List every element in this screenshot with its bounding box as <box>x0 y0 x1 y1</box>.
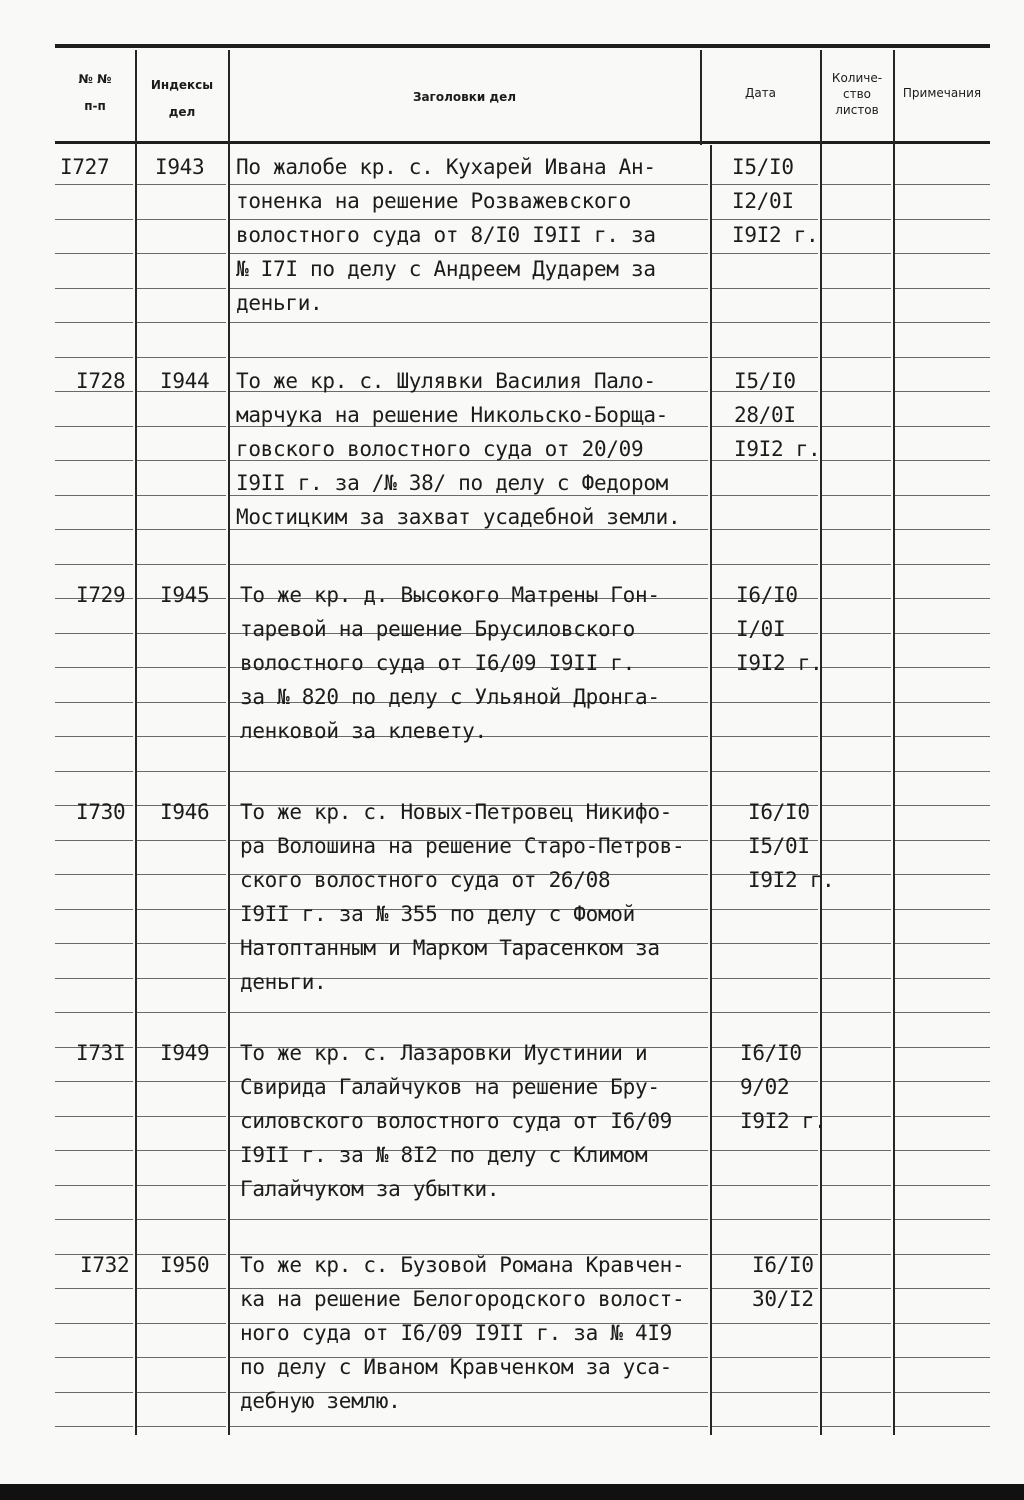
ruled-line <box>137 184 226 185</box>
title-line: силовского волостного суда от I6/09 <box>240 1109 673 1133</box>
record-title <box>240 795 684 999</box>
date-line: I6/I0 <box>748 800 810 824</box>
ruled-line <box>55 1185 133 1186</box>
title-line: дебную землю. <box>240 1389 401 1413</box>
header-count-line1: Количе- <box>831 71 883 85</box>
ruled-line <box>822 1081 891 1082</box>
record-title <box>236 150 656 320</box>
ruled-line <box>895 943 990 944</box>
ruled-line <box>895 460 990 461</box>
record-title <box>236 364 680 534</box>
date-line: I9I2 г. <box>732 223 819 247</box>
ruled-line <box>895 667 990 668</box>
ruled-line <box>895 1081 990 1082</box>
ruled-line <box>55 219 133 220</box>
header-sheet-count <box>821 70 893 118</box>
ruled-line <box>55 667 133 668</box>
title-line: То же кр. с. Бузовой Романа Кравчен- <box>240 1253 685 1277</box>
ruled-line <box>55 495 133 496</box>
ruled-line <box>822 288 891 289</box>
ruled-line <box>822 598 891 599</box>
title-line: ка на решение Белогородского волост- <box>240 1287 685 1311</box>
ruled-line <box>822 1392 891 1393</box>
header-titles <box>229 90 700 105</box>
record-number: I730 <box>76 800 126 824</box>
ruled-line <box>895 1426 990 1427</box>
ruled-line <box>712 1357 818 1358</box>
ruled-line <box>822 529 891 530</box>
ruled-line <box>55 184 133 185</box>
ruled-line <box>137 667 226 668</box>
title-line: Свирида Галайчуков на решение Бру- <box>240 1075 660 1099</box>
ruled-line <box>895 1288 990 1289</box>
header-index-line2: дел <box>168 105 196 119</box>
header-number-line1: № № <box>78 72 112 86</box>
ruled-line <box>712 702 818 703</box>
ruled-line <box>55 943 133 944</box>
ruled-line <box>895 1047 990 1048</box>
title-line: таревой на решение Брусиловского <box>240 617 635 641</box>
ruled-line <box>822 184 891 185</box>
date-line: 9/02 <box>740 1075 790 1099</box>
ruled-line <box>55 322 133 323</box>
record-date <box>748 795 834 897</box>
ruled-line <box>712 1323 818 1324</box>
header-rule <box>55 141 990 144</box>
column-divider <box>820 50 822 1435</box>
ruled-line <box>895 253 990 254</box>
ruled-line <box>895 909 990 910</box>
date-line: I9I2 г. <box>736 651 823 675</box>
ruled-line <box>822 1185 891 1186</box>
ruled-line <box>55 1426 133 1427</box>
ruled-line <box>137 633 226 634</box>
title-line: ного суда от I6/09 I9II г. за № 4I9 <box>240 1321 673 1345</box>
ruled-line <box>895 322 990 323</box>
date-line: 30/I2 <box>752 1287 814 1311</box>
ruled-line <box>822 219 891 220</box>
ruled-line <box>230 1219 708 1220</box>
ruled-line <box>822 1426 891 1427</box>
date-line: I5/I0 <box>732 155 794 179</box>
ruled-line <box>712 1426 818 1427</box>
ruled-line <box>137 1012 226 1013</box>
ruled-line <box>712 564 818 565</box>
date-line: I5/I0 <box>734 369 796 393</box>
ruled-line <box>137 943 226 944</box>
ruled-line <box>895 1392 990 1393</box>
date-line: I6/I0 <box>736 583 798 607</box>
ruled-line <box>137 771 226 772</box>
header-count-line3: листов <box>835 103 879 117</box>
header-index-line1: Индексы <box>150 78 214 92</box>
ruled-line <box>230 1012 708 1013</box>
scan-edge <box>0 1484 1024 1500</box>
record-date <box>752 1248 814 1316</box>
record-number: I732 <box>80 1253 130 1277</box>
ruled-line <box>895 1185 990 1186</box>
ruled-line <box>895 1254 990 1255</box>
ruled-line <box>895 219 990 220</box>
ruled-line <box>895 978 990 979</box>
record-number: I73I <box>76 1041 126 1065</box>
ruled-line <box>712 495 818 496</box>
column-divider <box>893 50 895 1435</box>
ruled-line <box>137 1392 226 1393</box>
ruled-line <box>55 736 133 737</box>
ruled-line <box>712 909 818 910</box>
ruled-line <box>230 564 708 565</box>
ruled-line <box>895 840 990 841</box>
ruled-line <box>822 909 891 910</box>
header-date <box>701 86 820 101</box>
ruled-line <box>137 460 226 461</box>
title-line: То же кр. д. Высокого Матрены Гон- <box>240 583 660 607</box>
ruled-line <box>712 736 818 737</box>
ruled-line <box>895 357 990 358</box>
ruled-line <box>895 426 990 427</box>
ruled-line <box>822 1150 891 1151</box>
header-count-line2: ство <box>842 87 871 101</box>
title-line: То же кр. с. Лазаровки Иустинии и <box>240 1041 648 1065</box>
ruled-line <box>895 564 990 565</box>
ruled-line <box>137 1323 226 1324</box>
ruled-line <box>822 1323 891 1324</box>
ruled-line <box>822 357 891 358</box>
title-line: № I7I по делу с Андреем Дударем за <box>236 257 656 281</box>
title-line: То же кр. с. Новых-Петровец Никифо- <box>240 800 673 824</box>
ruled-line <box>822 253 891 254</box>
ruled-line <box>712 1012 818 1013</box>
ruled-line <box>712 288 818 289</box>
ruled-line <box>822 1357 891 1358</box>
ruled-line <box>822 1219 891 1220</box>
ruled-line <box>137 1081 226 1082</box>
ruled-line <box>55 1116 133 1117</box>
ruled-line <box>55 1392 133 1393</box>
ruled-line <box>712 529 818 530</box>
title-line: I9II г. за № 8I2 по делу с Климом <box>240 1143 648 1167</box>
ruled-line <box>137 322 226 323</box>
record-number: I729 <box>76 583 126 607</box>
title-line: По жалобе кр. с. Кухарей Ивана Ан- <box>236 155 656 179</box>
header-index <box>136 78 228 120</box>
ruled-line <box>895 1323 990 1324</box>
title-line: марчука на решение Никольско-Борща- <box>236 403 669 427</box>
ruled-line <box>55 288 133 289</box>
title-line: волостного суда от I6/09 I9II г. <box>240 651 635 675</box>
header-notes <box>894 86 990 101</box>
title-line: Мостицким за захват усадебной земли. <box>236 505 681 529</box>
record-index: I950 <box>160 1253 210 1277</box>
ruled-line <box>822 564 891 565</box>
ruled-line <box>712 1150 818 1151</box>
column-divider <box>228 50 230 1435</box>
ruled-line <box>822 943 891 944</box>
ruled-line <box>55 1081 133 1082</box>
title-line: говского волостного суда от 20/09 <box>236 437 644 461</box>
ruled-line <box>137 874 226 875</box>
ruled-line <box>822 1012 891 1013</box>
ruled-line <box>137 1116 226 1117</box>
ruled-line <box>137 840 226 841</box>
header-titles-text: Заголовки дел <box>412 90 517 104</box>
ruled-line <box>137 253 226 254</box>
ruled-line <box>712 771 818 772</box>
ruled-line <box>895 633 990 634</box>
ruled-line <box>822 1116 891 1117</box>
record-index: I949 <box>160 1041 210 1065</box>
ruled-line <box>137 288 226 289</box>
record-number: I727 <box>60 155 110 179</box>
header-date-text: Дата <box>744 86 777 100</box>
ruled-line <box>137 529 226 530</box>
column-divider <box>710 145 712 1435</box>
ruled-line <box>55 909 133 910</box>
ruled-line <box>895 1150 990 1151</box>
ruled-line <box>822 667 891 668</box>
record-title <box>240 1248 684 1418</box>
title-line: ленковой за клевету. <box>240 719 487 743</box>
title-line: деньги. <box>240 970 327 994</box>
ruled-line <box>55 702 133 703</box>
ruled-line <box>55 253 133 254</box>
ruled-line <box>137 219 226 220</box>
record-date <box>732 150 818 252</box>
ruled-line <box>230 771 708 772</box>
record-index: I946 <box>160 800 210 824</box>
record-number: I728 <box>76 369 126 393</box>
ruled-line <box>55 1323 133 1324</box>
ruled-line <box>712 322 818 323</box>
title-line: деньги. <box>236 291 323 315</box>
ruled-line <box>55 874 133 875</box>
ruled-line <box>137 978 226 979</box>
header-number <box>55 72 135 114</box>
ruled-line <box>55 1288 133 1289</box>
ruled-line <box>822 736 891 737</box>
header-notes-text: Примечания <box>902 86 982 100</box>
column-divider <box>135 50 137 1435</box>
ruled-line <box>895 805 990 806</box>
ruled-line <box>55 357 133 358</box>
title-line: за № 820 по делу с Ульяной Дронга- <box>240 685 660 709</box>
ruled-line <box>55 1219 133 1220</box>
record-date <box>740 1036 826 1138</box>
ruled-line <box>55 1357 133 1358</box>
date-line: I9I2 г. <box>740 1109 827 1133</box>
ruled-line <box>55 1150 133 1151</box>
ruled-line <box>822 322 891 323</box>
ruled-line <box>137 1426 226 1427</box>
ruled-line <box>55 633 133 634</box>
ruled-line <box>137 702 226 703</box>
top-rule <box>55 44 990 48</box>
ruled-line <box>712 978 818 979</box>
ruled-line <box>712 357 818 358</box>
date-line: I9I2 г. <box>734 437 821 461</box>
ruled-line <box>230 1426 708 1427</box>
ruled-line <box>822 391 891 392</box>
ruled-line <box>822 702 891 703</box>
ruled-line <box>712 253 818 254</box>
ruled-line <box>895 288 990 289</box>
ruled-line <box>895 736 990 737</box>
ruled-line <box>55 1012 133 1013</box>
ruled-line <box>712 943 818 944</box>
ruled-line <box>895 771 990 772</box>
title-line: I9II г. за № 355 по делу с Фомой <box>240 902 635 926</box>
ruled-line <box>895 529 990 530</box>
ruled-line <box>895 495 990 496</box>
ruled-line <box>137 1219 226 1220</box>
date-line: I2/0I <box>732 189 794 213</box>
record-index: I944 <box>160 369 210 393</box>
ruled-line <box>137 357 226 358</box>
title-line: по делу с Иваном Кравченком за уса- <box>240 1355 673 1379</box>
ruled-line <box>822 460 891 461</box>
header-number-line2: п-п <box>84 99 106 113</box>
ruled-line <box>55 978 133 979</box>
ruled-line <box>55 840 133 841</box>
ruled-line <box>137 1357 226 1358</box>
ruled-line <box>712 1185 818 1186</box>
ruled-line <box>55 564 133 565</box>
ruled-line <box>822 495 891 496</box>
ruled-line <box>137 1150 226 1151</box>
date-line: 28/0I <box>734 403 796 427</box>
ruled-line <box>822 771 891 772</box>
ruled-line <box>230 322 708 323</box>
ruled-line <box>822 978 891 979</box>
title-line: ского волостного суда от 26/08 <box>240 868 611 892</box>
ruled-line <box>230 357 708 358</box>
title-line: волостного суда от 8/I0 I9II г. за <box>236 223 656 247</box>
ruled-line <box>895 874 990 875</box>
ruled-line <box>55 426 133 427</box>
ruled-line <box>822 1254 891 1255</box>
title-line: Натоптанным и Марком Тарасенком за <box>240 936 660 960</box>
title-line: тоненка на решение Розважевского <box>236 189 631 213</box>
ruled-line <box>822 1288 891 1289</box>
date-line: I6/I0 <box>740 1041 802 1065</box>
ruled-line <box>895 702 990 703</box>
ruled-line <box>55 460 133 461</box>
ruled-line <box>712 1219 818 1220</box>
ruled-line <box>137 1185 226 1186</box>
title-line: То же кр. с. Шулявки Василия Пало- <box>236 369 656 393</box>
ruled-line <box>822 1047 891 1048</box>
ruled-line <box>137 909 226 910</box>
date-line: I9I2 г. <box>748 868 835 892</box>
ruled-line <box>137 736 226 737</box>
ruled-line <box>137 564 226 565</box>
ruled-line <box>137 426 226 427</box>
ruled-line <box>895 1357 990 1358</box>
ruled-line <box>55 771 133 772</box>
record-title <box>240 1036 672 1206</box>
record-index: I943 <box>155 155 205 179</box>
ruled-line <box>895 1012 990 1013</box>
title-line: I9II г. за /№ 38/ по делу с Федором <box>236 471 669 495</box>
ruled-line <box>895 184 990 185</box>
record-index: I945 <box>160 583 210 607</box>
ruled-line <box>895 391 990 392</box>
ruled-line <box>895 1219 990 1220</box>
record-date <box>736 578 822 680</box>
date-line: I5/0I <box>748 834 810 858</box>
ruled-line <box>895 598 990 599</box>
ruled-line <box>895 1116 990 1117</box>
record-title <box>240 578 660 748</box>
ruled-line <box>822 633 891 634</box>
title-line: ра Волошина на решение Старо-Петров- <box>240 834 685 858</box>
ruled-line <box>55 529 133 530</box>
date-line: I6/I0 <box>752 1253 814 1277</box>
record-date <box>734 364 820 466</box>
ruled-line <box>137 495 226 496</box>
ruled-line <box>137 1288 226 1289</box>
ruled-line <box>712 1392 818 1393</box>
title-line: Галайчуком за убытки. <box>240 1177 500 1201</box>
ruled-line <box>822 426 891 427</box>
date-line: I/0I <box>736 617 786 641</box>
